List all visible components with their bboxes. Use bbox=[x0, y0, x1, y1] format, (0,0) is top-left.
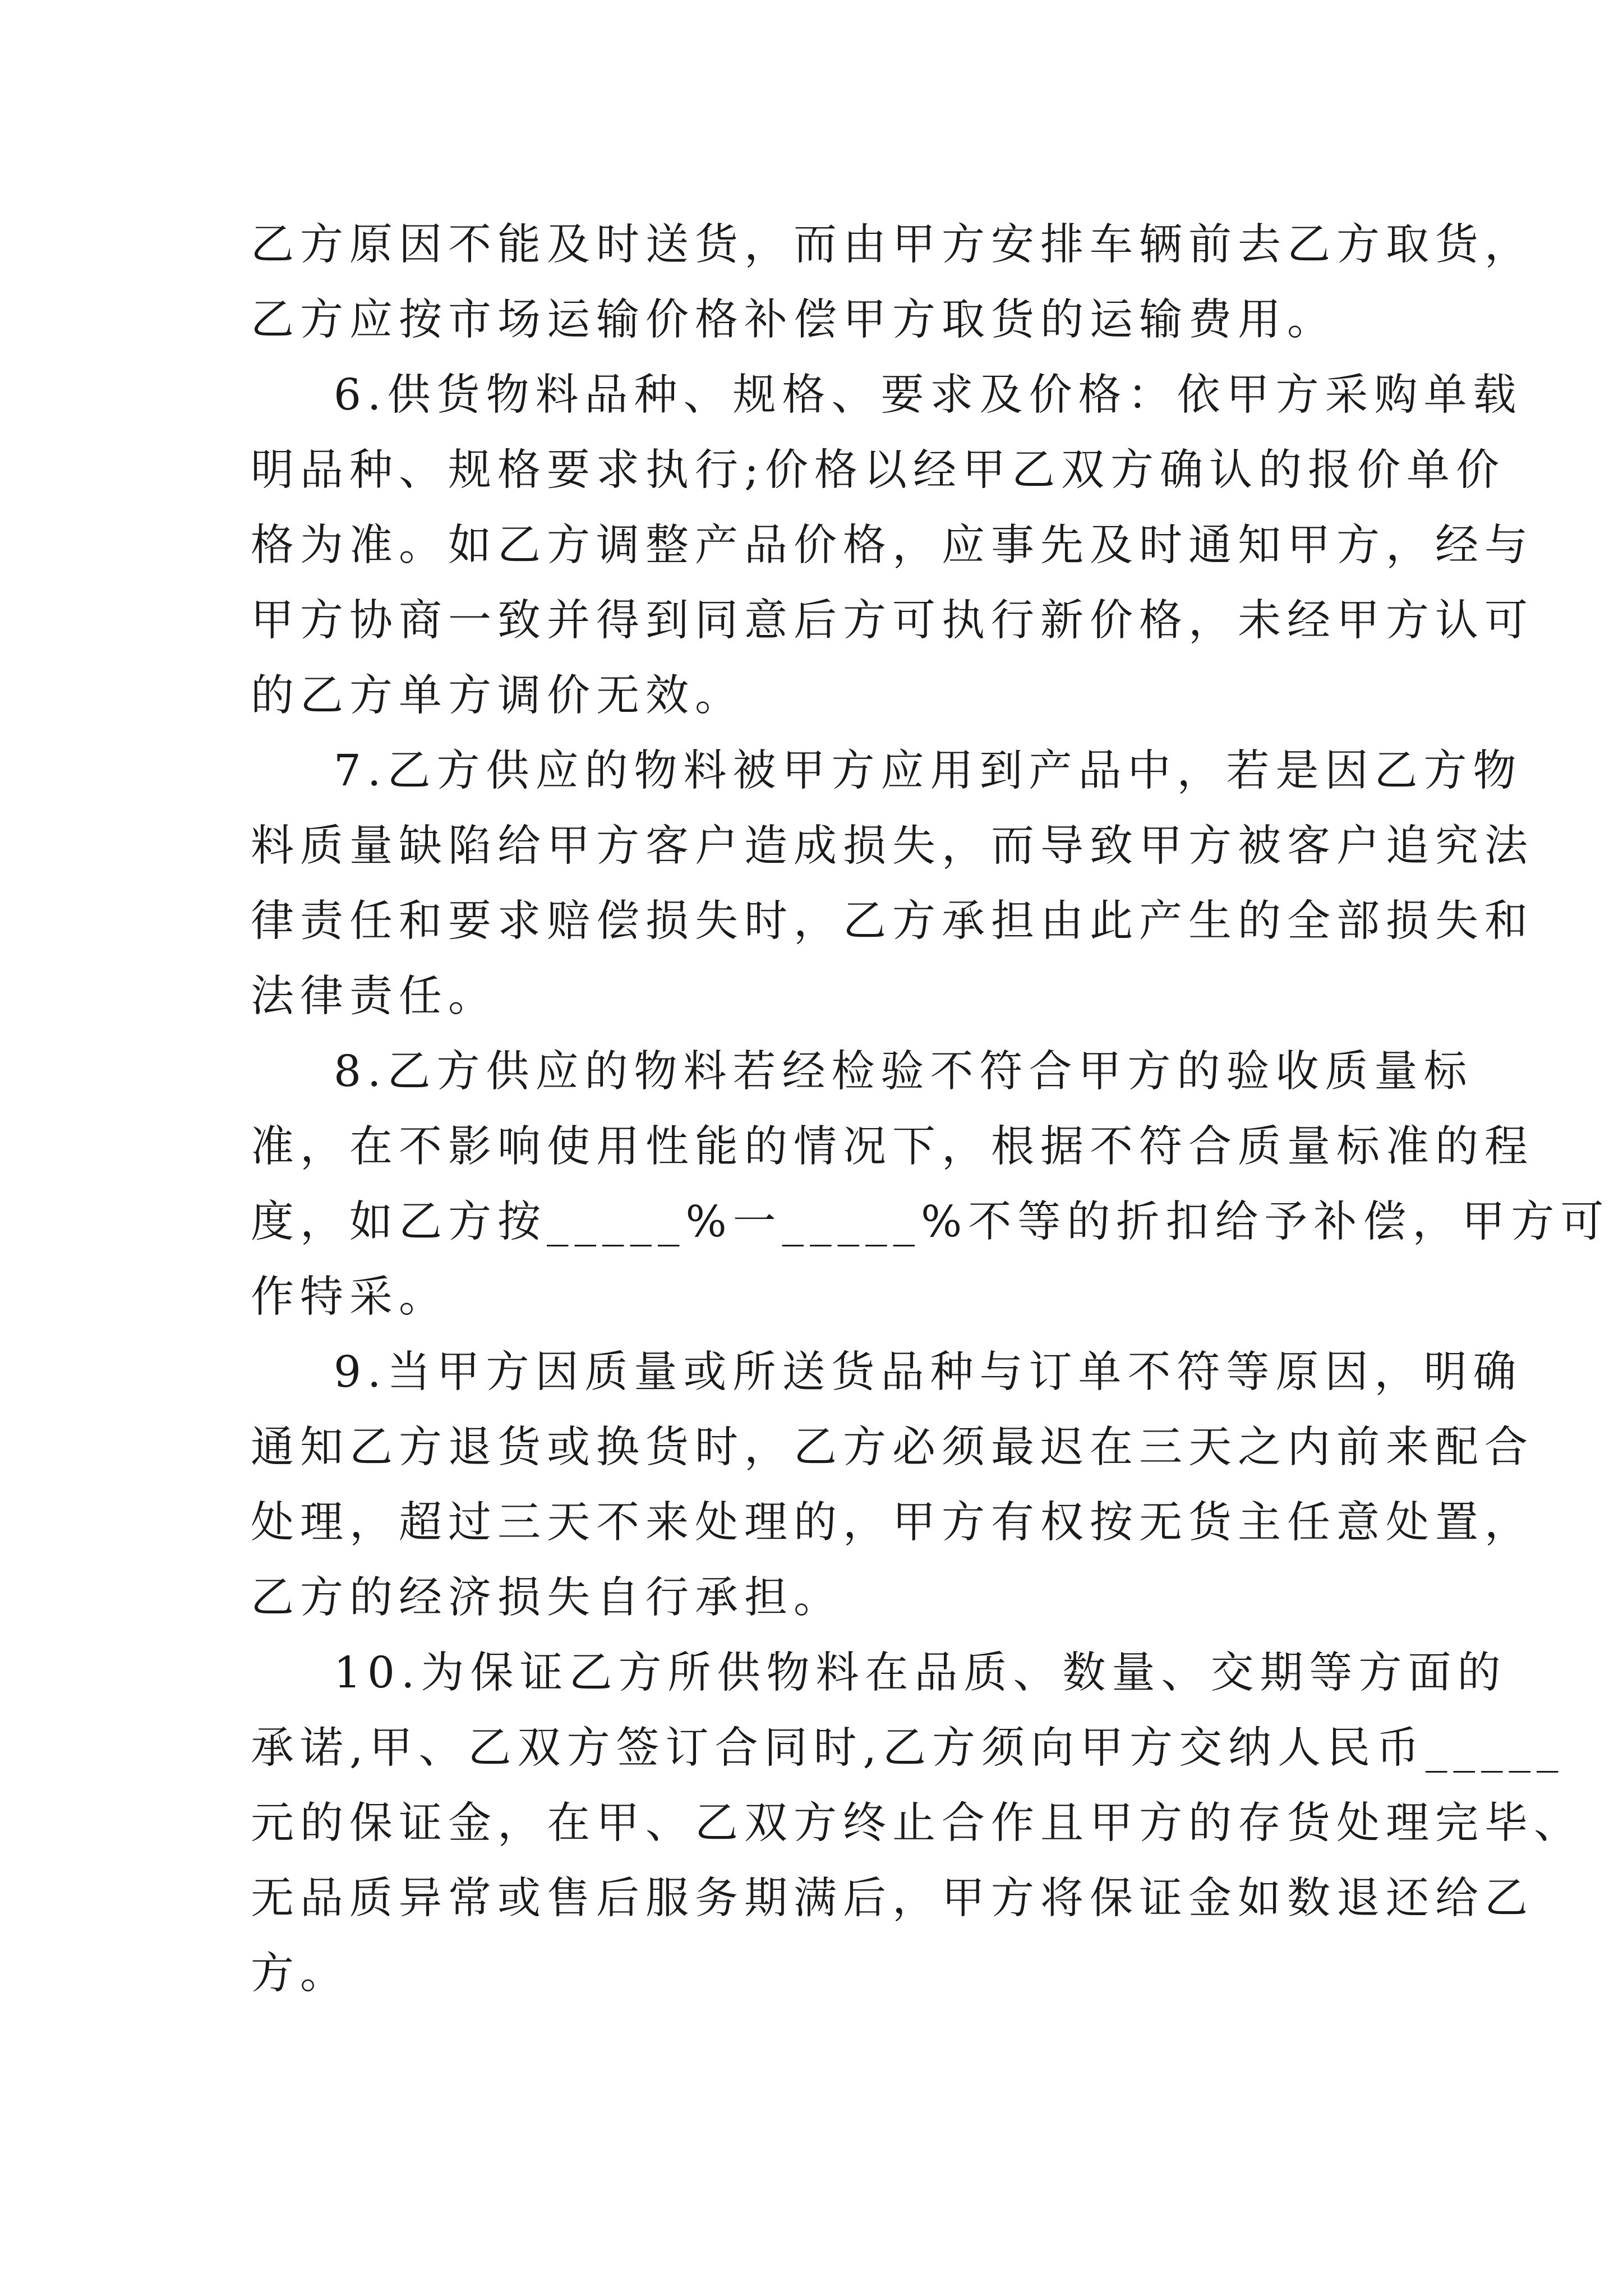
paragraph-line: 准，在不影响使用性能的情况下，根据不符合质量标准的程 bbox=[251, 1122, 1534, 1172]
paragraph-line: 无品质异常或售后服务期满后，甲方将保证金如数退还给乙 bbox=[251, 1874, 1534, 1924]
paragraph-line: 料质量缺陷给甲方客户造成损失，而导致甲方被客户追究法 bbox=[251, 821, 1534, 871]
paragraph-line: 乙方的经济损失自行承担。 bbox=[251, 1573, 843, 1623]
clause-9-first-line: 9.当甲方因质量或所送货品种与订单不符等原因，明确 bbox=[334, 1347, 1523, 1397]
paragraph-line: 的乙方单方调价无效。 bbox=[251, 671, 744, 721]
clause-7-first-line: 7.乙方供应的物料被甲方应用到产品中，若是因乙方物 bbox=[334, 746, 1523, 796]
paragraph-line: 明品种、规格要求执行;价格以经甲乙双方确认的报价单价 bbox=[251, 445, 1505, 495]
paragraph-line: 方。 bbox=[251, 1949, 349, 1999]
paragraph-line: 处理，超过三天不来处理的，甲方有权按无货主任意处置， bbox=[251, 1498, 1534, 1548]
clause-6-first-line: 6.供货物料品种、规格、要求及价格：依甲方采购单载 bbox=[334, 370, 1523, 420]
clause-8-first-line: 8.乙方供应的物料若经检验不符合甲方的验收质量标 bbox=[334, 1047, 1473, 1097]
paragraph-line: 甲方协商一致并得到同意后方可执行新价格，未经甲方认可 bbox=[251, 596, 1534, 646]
paragraph-line: 通知乙方退货或换货时，乙方必须最迟在三天之内前来配合 bbox=[251, 1423, 1534, 1473]
paragraph-line: 格为准。如乙方调整产品价格，应事先及时通知甲方，经与 bbox=[251, 521, 1534, 570]
paragraph-line: 度，如乙方按_____%一_____%不等的折扣给予补偿，甲方可 bbox=[251, 1197, 1610, 1247]
paragraph-line: 法律责任。 bbox=[251, 972, 497, 1022]
paragraph-line: 承诺,甲、乙双方签订合同时,乙方须向甲方交纳人民币_____ bbox=[251, 1723, 1565, 1773]
paragraph-line: 乙方原因不能及时送货，而由甲方安排车辆前去乙方取货， bbox=[251, 220, 1534, 270]
paragraph-line: 乙方应按市场运输价格补偿甲方取货的运输费用。 bbox=[251, 295, 1336, 345]
clause-10-first-line: 10.为保证乙方所供物料在品质、数量、交期等方面的 bbox=[334, 1648, 1507, 1698]
paragraph-line: 律责任和要求赔偿损失时，乙方承担由此产生的全部损失和 bbox=[251, 896, 1534, 946]
paragraph-line: 作特采。 bbox=[251, 1272, 448, 1322]
paragraph-line: 元的保证金，在甲、乙双方终止合作且甲方的存货处理完毕、 bbox=[251, 1798, 1583, 1848]
